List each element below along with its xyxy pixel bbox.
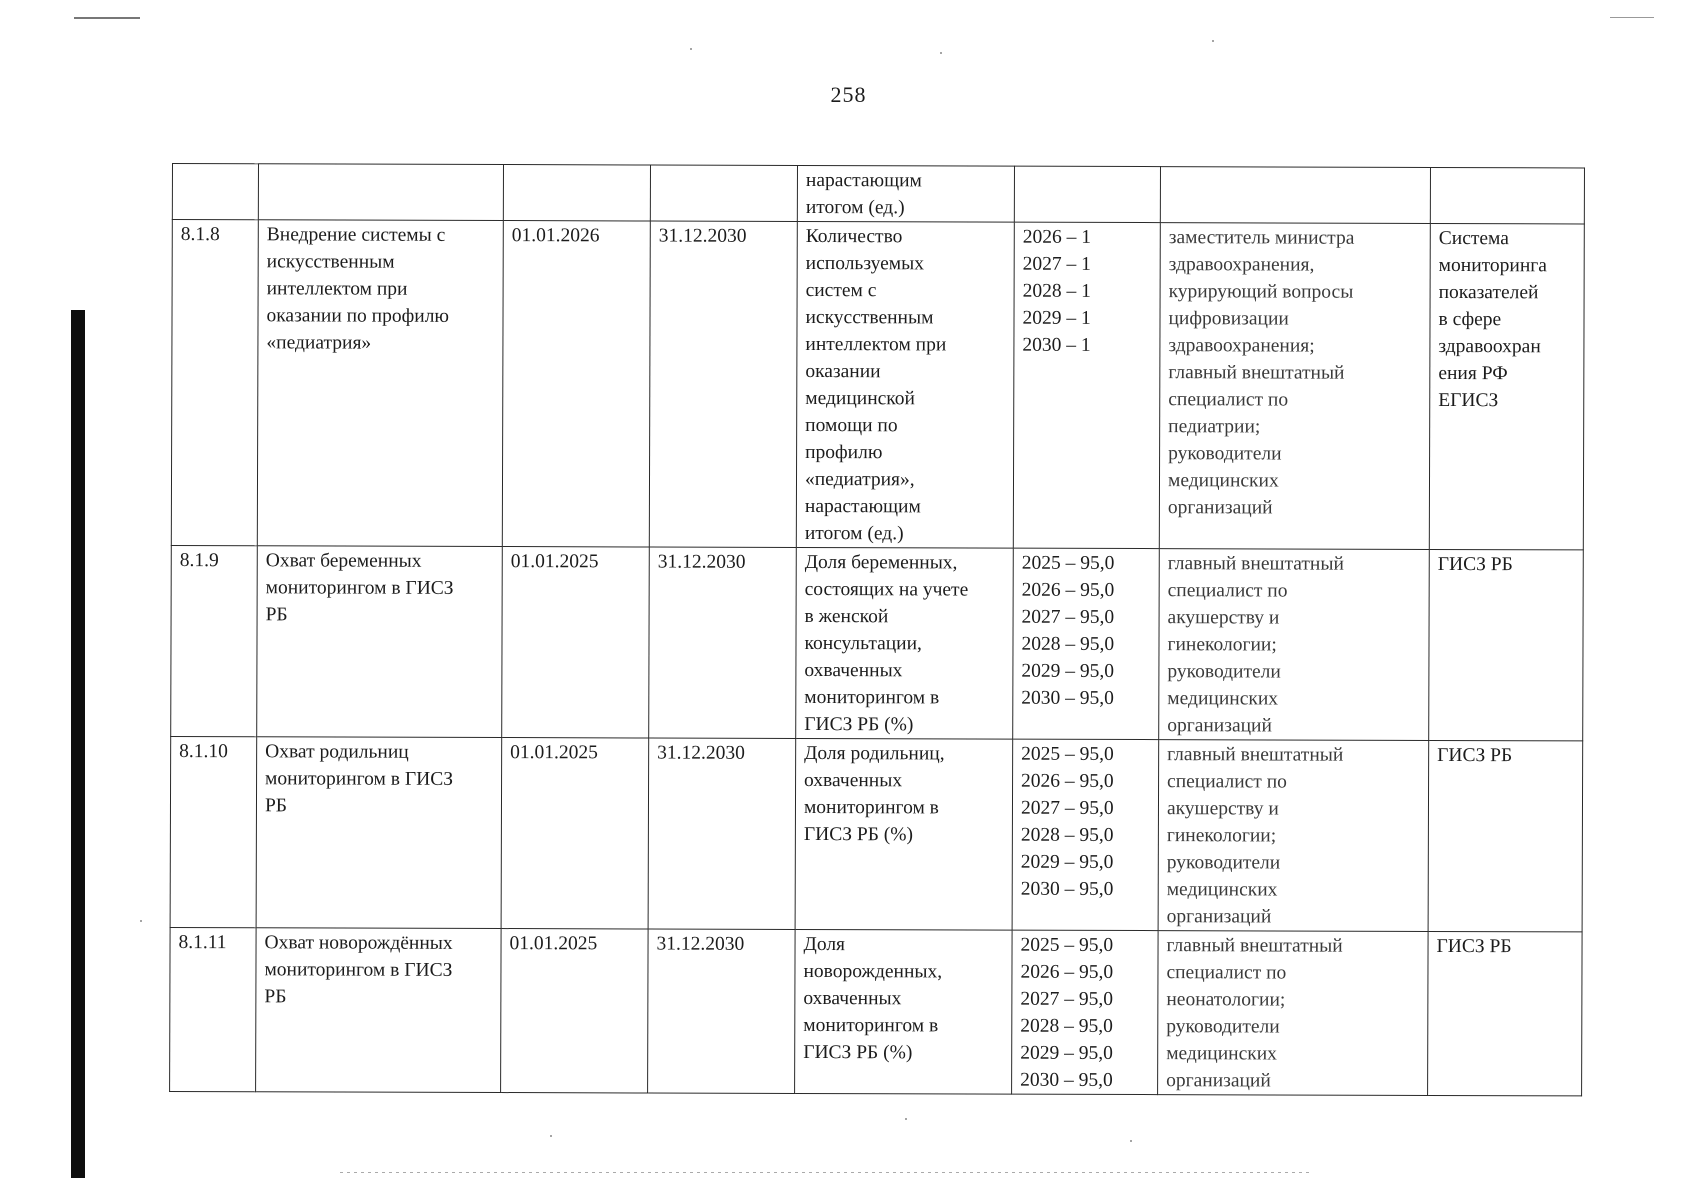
cell-values: 2025 – 95,0 2026 – 95,0 2027 – 95,0 2028 – 95,0 2029 – 95,0 2030 – 95,0	[1013, 548, 1160, 739]
cell-values: 2025 – 95,0 2026 – 95,0 2027 – 95,0 2028 – 95,0 2029 – 95,0 2030 – 95,0	[1012, 930, 1159, 1094]
cell-number: 8.1.10	[170, 736, 257, 927]
scan-speck	[550, 1135, 552, 1137]
scan-artifact-top-left	[74, 17, 140, 19]
cell-system: ГИСЗ РБ	[1429, 549, 1584, 740]
table-row	[170, 736, 1583, 931]
cell-system: Система мониторинга показателей в сфере здравоохран ения РФ ЕГИСЗ	[1429, 223, 1584, 549]
cell-name	[258, 164, 503, 221]
cell-start-date	[503, 165, 650, 221]
cell-indicator: нарастающим итогом (ед.)	[797, 165, 1014, 222]
cell-responsible: заместитель министра здравоохранения, курирующий вопросы цифровизации здравоохранения; главный внештатный специалист по педиатрии; руководители медицинских организаций	[1159, 223, 1430, 550]
cell-indicator: Доля новорожденных, охваченных мониторингом в ГИСЗ РБ (%)	[795, 929, 1013, 1094]
cell-start-date: 01.01.2025	[502, 547, 650, 738]
scan-artifact-top-right	[1610, 17, 1654, 18]
cell-start-date: 01.01.2026	[502, 221, 650, 547]
cell-number: 8.1.11	[170, 927, 257, 1091]
cell-indicator: Количество используемых систем с искусственным интеллектом при оказании медицинской помощи по профилю «педиатрия», нарастающим итогом (ед.)	[796, 221, 1014, 548]
scan-speck	[690, 48, 692, 50]
cell-end-date: 31.12.2030	[648, 929, 796, 1093]
cell-system	[1430, 167, 1584, 223]
scan-speck	[140, 920, 142, 922]
cell-name: Внедрение системы с искусственным интеллектом при оказании по профилю «педиатрия»	[257, 220, 503, 547]
cell-name: Охват родильниц мониторингом в ГИСЗ РБ	[256, 737, 502, 929]
cell-number: 8.1.8	[171, 220, 258, 546]
scan-speck	[1130, 1140, 1132, 1142]
cell-end-date: 31.12.2030	[649, 547, 797, 738]
cell-responsible: главный внештатный специалист по акушерству и гинекологии; руководители медицинских организаций	[1159, 549, 1430, 741]
cell-responsible: главный внештатный специалист по акушерству и гинекологии; руководители медицинских организаций	[1158, 740, 1429, 932]
cell-end-date: 31.12.2030	[648, 738, 796, 929]
cell-start-date: 01.01.2025	[501, 738, 649, 929]
cell-name: Охват беременных мониторингом в ГИСЗ РБ	[257, 546, 503, 738]
cell-system: ГИСЗ РБ	[1428, 931, 1583, 1095]
scan-speck	[940, 52, 942, 54]
table-row	[171, 545, 1584, 740]
cell-values	[1014, 166, 1160, 222]
cell-values: 2025 – 95,0 2026 – 95,0 2027 – 95,0 2028 – 95,0 2029 – 95,0 2030 – 95,0	[1012, 739, 1159, 930]
scan-speck	[905, 1118, 907, 1120]
cell-system: ГИСЗ РБ	[1428, 740, 1583, 931]
cell-number: 8.1.9	[171, 545, 258, 736]
page-number: 258	[830, 82, 867, 107]
cell-start-date: 01.01.2025	[501, 929, 649, 1093]
measures-table	[169, 163, 1585, 1096]
cell-number	[172, 164, 258, 220]
cell-values: 2026 – 1 2027 – 1 2028 – 1 2029 – 1 2030 – 1	[1013, 222, 1160, 548]
cell-end-date	[650, 165, 797, 221]
cell-responsible: главный внештатный специалист по неонатологии; руководители медицинских организаций	[1158, 931, 1429, 1096]
table-row-continuation	[172, 164, 1584, 224]
cell-responsible	[1160, 167, 1430, 224]
scan-artifact-bottom	[340, 1172, 1310, 1173]
cell-name: Охват новорождённых мониторингом в ГИСЗ РБ	[256, 928, 502, 1093]
table-row	[170, 927, 1583, 1095]
cell-indicator: Доля беременных, состоящих на учете в женской консультации, охваченных мониторингом в ГИСЗ РБ (%)	[796, 547, 1014, 739]
table-row	[171, 220, 1584, 550]
scan-speck	[1212, 40, 1214, 42]
scan-edge-left	[71, 310, 85, 1178]
cell-end-date: 31.12.2030	[649, 221, 797, 547]
cell-indicator: Доля родильниц, охваченных мониторингом в ГИСЗ РБ (%)	[795, 738, 1013, 930]
